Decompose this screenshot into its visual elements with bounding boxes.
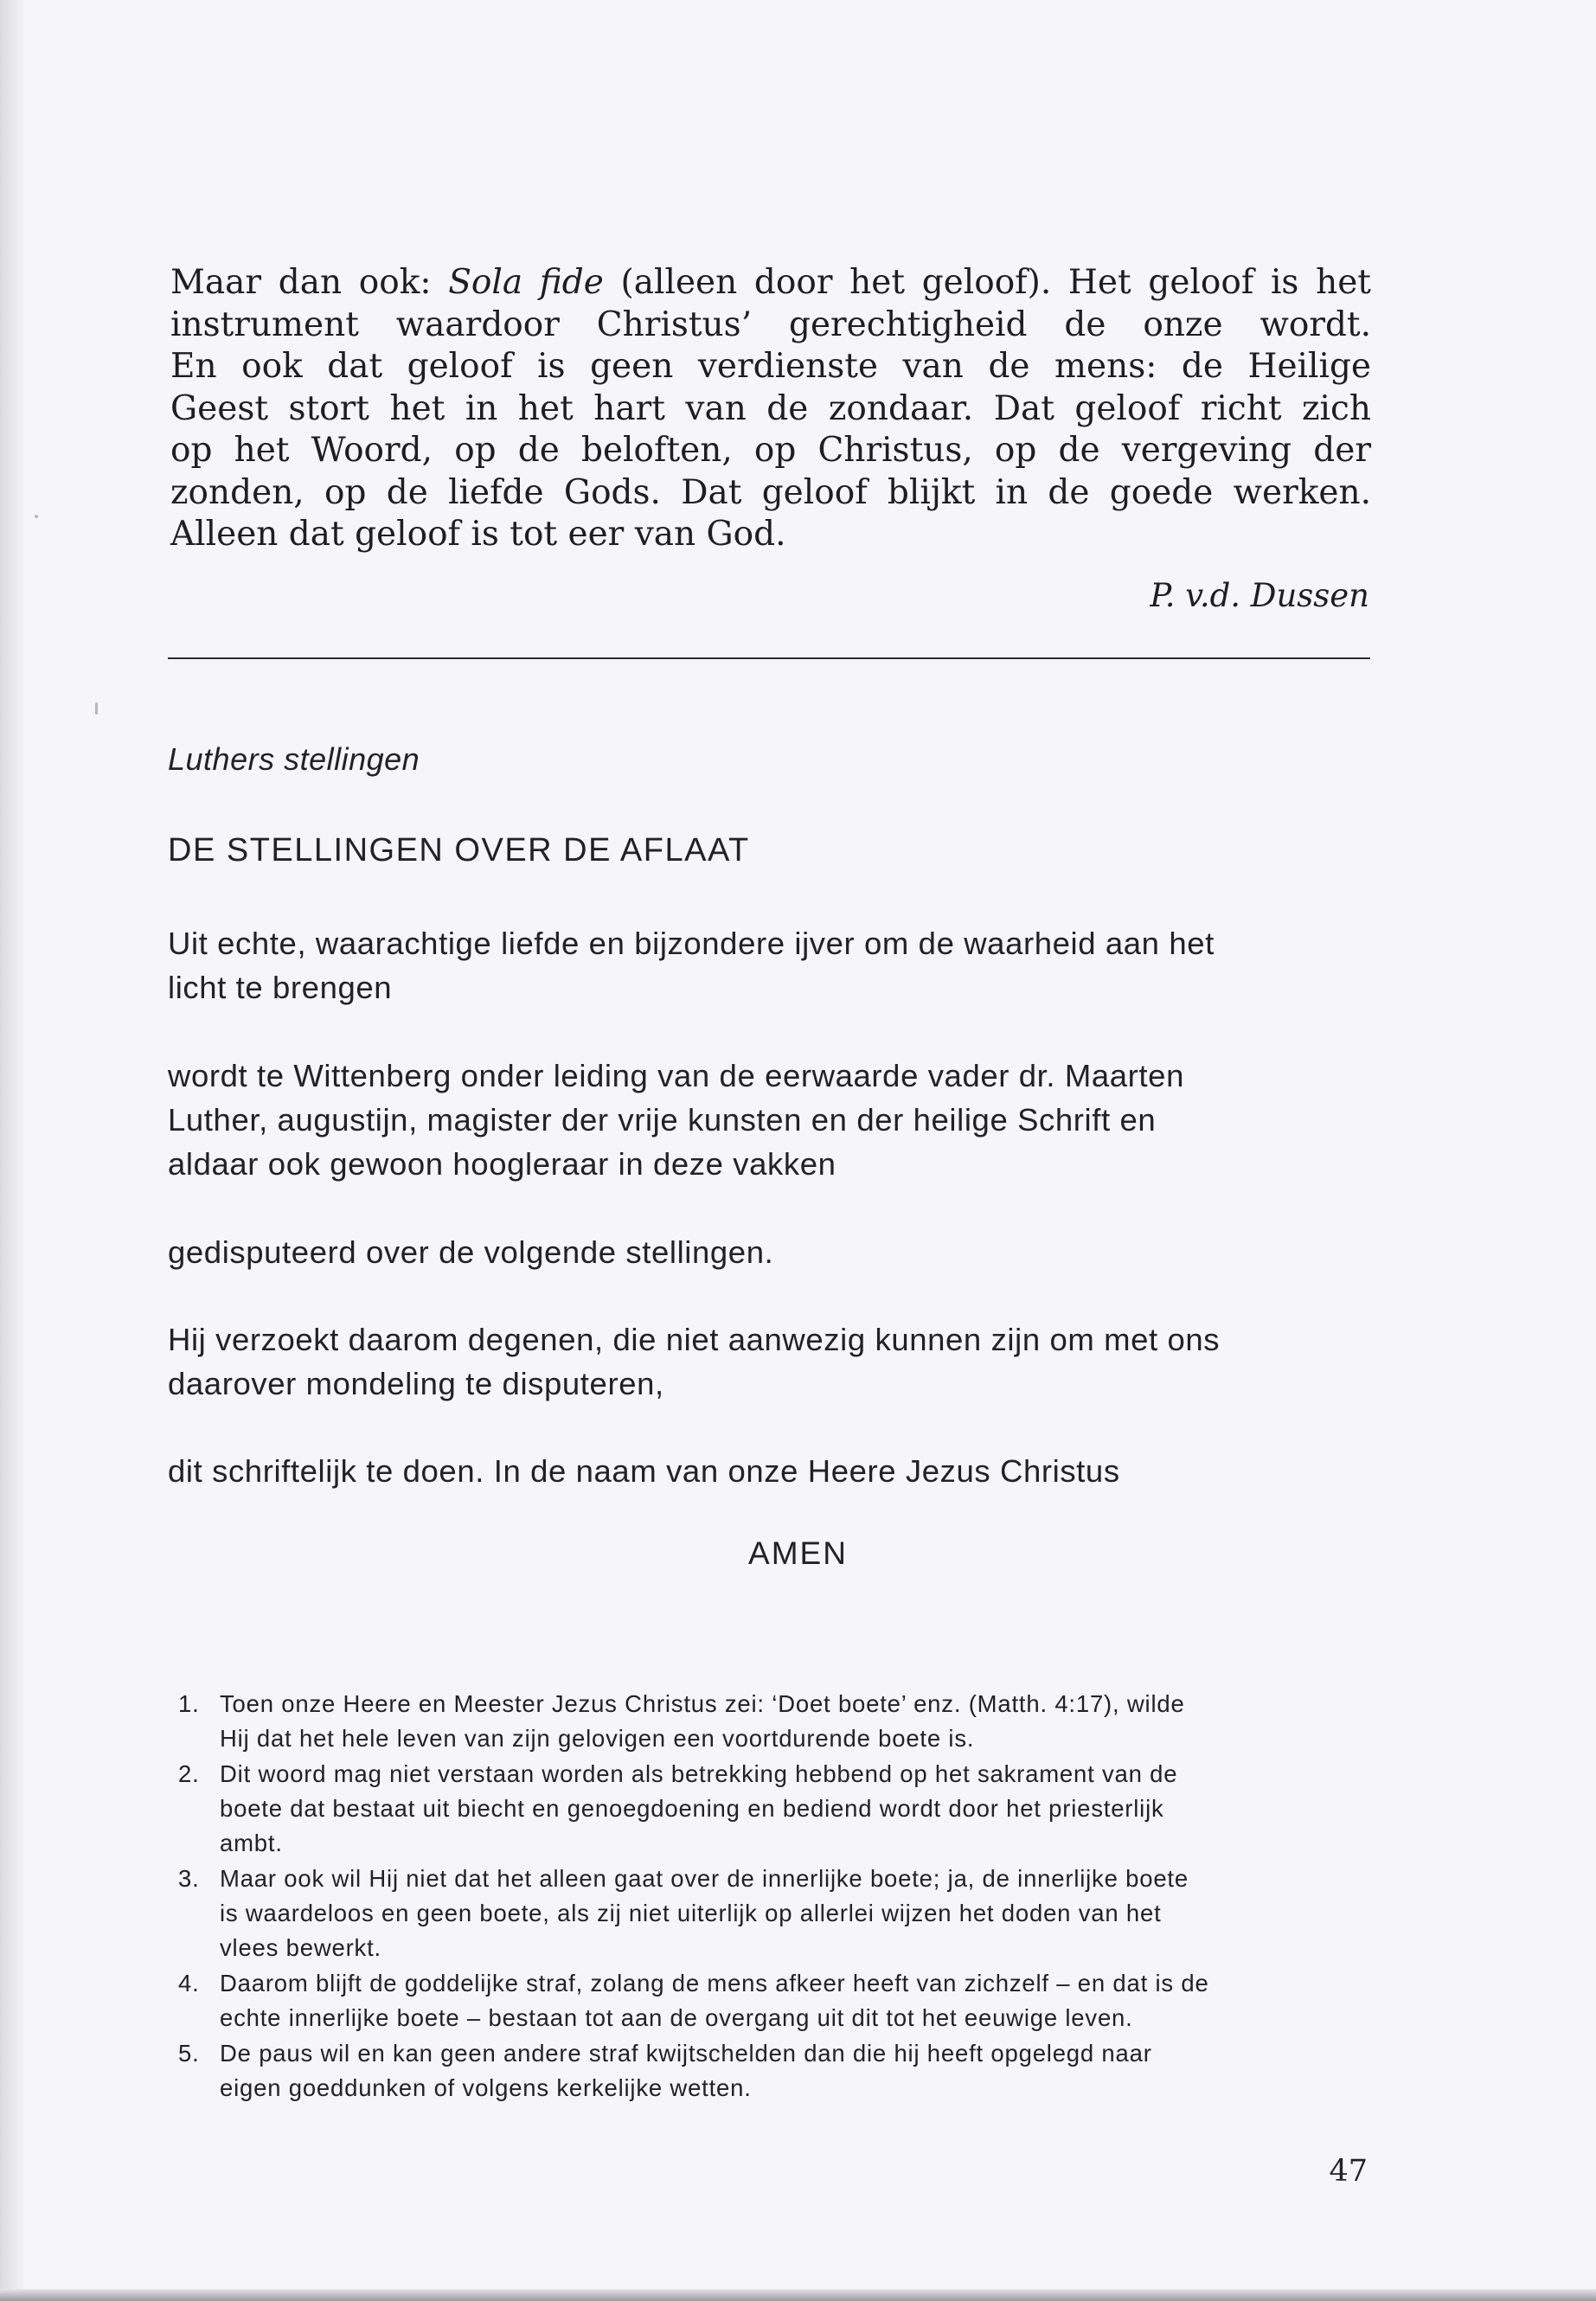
thesis-item — [173, 1966, 1377, 2035]
article-line: Geest stort het in het hart van de zondaar. Dat geloof richt zich — [170, 388, 1371, 428]
thesis-number: 1. — [178, 1690, 200, 1717]
intro-line: licht te brengen — [168, 970, 393, 1005]
scan-speck — [35, 515, 38, 518]
intro-paragraph — [168, 1317, 1379, 1406]
article-line: op het Woord, op de beloften, op Christus, op de vergeving der — [170, 431, 1371, 470]
thesis-line: eigen goeddunken of volgens kerkelijke wetten. — [220, 2074, 752, 2101]
intro-line: gedisputeerd over de volgende stellingen. — [168, 1234, 774, 1270]
thesis-line: ambt. — [220, 1830, 283, 1856]
thesis-item — [173, 1757, 1377, 1861]
thesis-line: Hij dat het hele leven van zijn gelovigen een voortdurende boete is. — [220, 1725, 975, 1752]
section-heading: DE STELLINGEN OVER DE AFLAAT — [168, 832, 750, 868]
intro-paragraph — [168, 1230, 1379, 1274]
thesis-number: 3. — [178, 1865, 200, 1892]
thesis-line: Maar ook wil Hij niet dat het alleen gaat over de innerlijke boete; ja, de innerlijke boete — [220, 1865, 1189, 1892]
article-line: En ook dat geloof is geen verdienste van de mens: de Heilige — [170, 347, 1371, 386]
intro-paragraph — [168, 1449, 1379, 1493]
amen: AMEN — [748, 1535, 848, 1571]
thesis-line: echte innerlijke boete – bestaan tot aan de overgang uit dit tot het eeuwige leven. — [220, 2004, 1133, 2031]
thesis-item — [173, 2036, 1377, 2106]
page-left-edge-shadow — [0, 0, 24, 2301]
intro-line: Uit echte, waarachtige liefde en bijzondere ijver om de waarheid aan het — [168, 926, 1215, 961]
author-signature: P. v.d. Dussen — [1150, 577, 1369, 614]
thesis-line: Toen onze Heere en Meester Jezus Christus zei: ‘Doet boete’ enz. (Matth. 4:17), wilde — [220, 1690, 1185, 1717]
intro-line: daarover mondeling te disputeren, — [168, 1366, 664, 1401]
thesis-number: 2. — [178, 1760, 200, 1787]
section-label: Luthers stellingen — [168, 741, 420, 777]
page-number: 47 — [1329, 2154, 1368, 2189]
theses-list — [173, 1687, 1377, 2106]
thesis-line: boete dat bestaat uit biecht en genoegdoening en bediend wordt door het priesterlijk — [220, 1795, 1164, 1822]
intro-paragraph — [168, 921, 1379, 1009]
intro-line: wordt te Wittenberg onder leiding van de eerwaarde vader dr. Maarten — [168, 1058, 1184, 1093]
article-line: instrument waardoor Christus’ gerechtigheid de onze wordt. — [170, 304, 1371, 344]
article-line: Maar dan ook: Sola fide (alleen door het geloof). Het geloof is het — [170, 263, 1371, 302]
thesis-line: is waardeloos en geen boete, als zij niet uiterlijk op allerlei wijzen het doden van het — [220, 1900, 1162, 1926]
intro-paragraph — [168, 1054, 1379, 1186]
intro-line: dit schriftelijk te doen. In de naam van onze Heere Jezus Christus — [168, 1453, 1120, 1489]
thesis-line: vlees bewerkt. — [220, 1934, 381, 1961]
article-line: Alleen dat geloof is tot eer van God. — [170, 515, 786, 554]
scan-speck — [95, 702, 98, 715]
thesis-number: 4. — [178, 1970, 200, 1997]
thesis-number: 5. — [178, 2040, 200, 2067]
thesis-item — [173, 1687, 1377, 1756]
article-line: zonden, op de liefde Gods. Dat geloof blijkt in de goede werken. — [170, 472, 1371, 512]
intro-line: Hij verzoekt daarom degenen, die niet aanwezig kunnen zijn om met ons — [168, 1322, 1221, 1357]
thesis-item — [173, 1862, 1377, 1965]
thesis-line: De paus wil en kan geen andere straf kwijtschelden dan die hij heeft opgelegd naar — [220, 2040, 1152, 2067]
intro-line: Luther, augustijn, magister der vrije kunsten en der heilige Schrift en — [168, 1102, 1157, 1138]
section-divider — [168, 657, 1370, 659]
thesis-line: Daarom blijft de goddelijke straf, zolang de mens afkeer heeft van zichzelf – en dat is de — [220, 1970, 1209, 1997]
thesis-line: Dit woord mag niet verstaan worden als betrekking hebbend op het sakrament van de — [220, 1760, 1178, 1787]
page-bottom-edge-shadow — [0, 2289, 1596, 2301]
intro-line: aldaar ook gewoon hoogleraar in deze vakken — [168, 1146, 836, 1182]
